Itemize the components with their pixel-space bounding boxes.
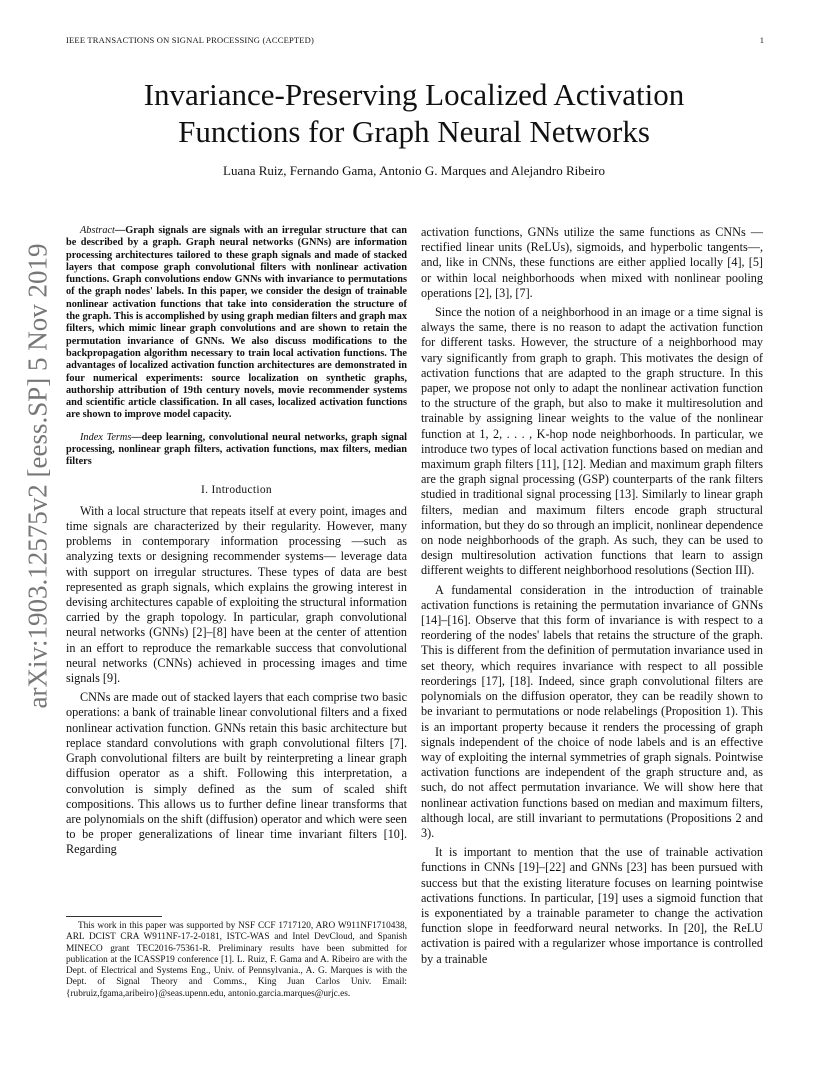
left-column bbox=[66, 225, 407, 862]
index-terms-text: —deep learning, convolutional neural networks, graph signal processing, nonlinear graph filters, activation functions, max filters, median filters bbox=[66, 431, 408, 468]
running-header: IEEE TRANSACTIONS ON SIGNAL PROCESSING (ACCEPTED) bbox=[66, 35, 315, 45]
right-paragraph-4: It is important to mention that the use of trainable activation functions in CNNs [19]–[22] and GNNs [23] has been pursued with success but that the existing literature focuses on learning pointwise activations functions. In particular, [19] uses a sigmoid function that is exponentiated by a trainable parameter to change the activation function slope in feedforward neural networks. In [20], the ReLU activation is paired with a regularizer whose importance is controlled by a trainable bbox=[421, 845, 763, 966]
index-terms bbox=[66, 432, 407, 469]
abstract-text: —Graph signals are signals with an irregular structure that can be described by a graph. Graph neural networks (GNNs) are information processing architectures tailored to these graph signals and made of stacked layers that compose graph convolutional filters with nonlinear activation functions. Graph convolutions endow GNNs with invariance to permutations of the graph nodes' labels. In this paper, we consider the design of trainable nonlinear activation functions that take into consideration the structure of the graph. This is accomplished by using graph median filters and graph max filters, which mimic linear graph convolutions and are shown to retain the permutation invariance of GNNs. We also discuss modifications to the backpropagation algorithm necessary to train local activation functions. The advantages of localized activation function architectures are demonstrated in four numerical experiments: source localization on synthetic graphs, authorship attribution of 19th century novels, movie recommender systems and scientific article classification. In all cases, localized activation functions are shown to improve model capacity. bbox=[66, 225, 407, 421]
intro-paragraph-2: CNNs are made out of stacked layers that each comprise two basic operations: a bank of trainable linear convolutional filters and a fixed nonlinear activation function. GNNs retain this basic architecture but replace standard convolutions with graph convolutional filters [7]. Graph convolutional filters are built by reinterpreting a linear graph diffusion operator as a shift. Following this interpretation, a convolution is simply defined as the sum of scaled shift compositions. This allows us to further define linear transforms that are polynomials on the shift (diffusion) operator and which were seen to be proper generalizations of linear time invariant filters [10]. Regarding bbox=[66, 690, 407, 857]
abstract bbox=[66, 225, 407, 422]
footnote-divider bbox=[66, 916, 162, 917]
arxiv-identifier: arXiv:1903.12575v2 [eess.SP] 5 Nov 2019 bbox=[22, 243, 53, 709]
page-number: 1 bbox=[759, 35, 764, 45]
right-column bbox=[421, 225, 763, 971]
right-paragraph-1: activation functions, GNNs utilize the same functions as CNNs —rectified linear units (ReLUs), sigmoids, and hyperbolic tangents—, and, like in CNNs, these functions are either applied locally [4], [5] or within local neighborhoods when mixed with nonlinear pooling operations [2], [3], [7]. bbox=[421, 225, 763, 300]
paper-title: Invariance-Preserving Localized Activation Functions for Graph Neural Networks bbox=[143, 77, 685, 149]
right-paragraph-3: A fundamental consideration in the introduction of trainable activation functions is retaining the permutation invariance of GNNs [14]–[16]. Observe that this form of invariance is with respect to a reordering of the nodes' labels that retains the structure of the graph. This is different from the definition of permutation invariance used in set theory, which requires invariance with respect to all possible reorderings [17], [18]. Indeed, since graph convolutional filters are polynomials on the diffusion operator, they can be readily shown to be invariant to permutations or node relabelings (Proposition 1). This is an important property because it renders the processing of graph signals independent of the choice of node labels and is an effective way of exploiting the internal symmetries of graph signals. Pointwise activation functions are independent of the graph structure and, as such, do not affect permutation invariance. We will show here that nonlinear activation functions based on median and maximum filters, although local, are still invariant to permutations (Propositions 2 and 3). bbox=[421, 582, 763, 840]
abstract-lead: Abstract bbox=[80, 225, 115, 236]
section-heading-introduction: I. Introduction bbox=[201, 483, 272, 496]
intro-paragraph-1: With a local structure that repeats itself at every point, images and time signals are characterized by their regularity. However, many problems in contemporary information processing —such as analyzing texts or designing recommender systems— leverage data with support on irregular structures. These types of data are best represented as graph signals, which explains the growing interest in devising architectures capable of exploiting the structural information carried by the graph topology. In particular, graph convolutional neural networks (GNNs) [2]–[8] have been at the center of attention in an effort to reproduce the remarkable success that convolutional neural networks (CNNs) achieved in processing images and time signals [9]. bbox=[66, 503, 407, 686]
right-paragraph-2: Since the notion of a neighborhood in an image or a time signal is always the same, there is no reason to adapt the activation function for different tasks. However, the structure of a neighborhood may vary significantly from graph to graph. This motivates the design of activation functions that are adapted to the graph structure. In this paper, we propose not only to adapt the nonlinear activation function to the structure of the graph, but also to make it multiresolution and trainable by assigning linear weights to the value of the nonlinear function at 1, 2, . . . , K-hop node neighborhoods. In particular, we introduce two types of local activation functions based on median and maximum graph filters [11], [12]. Median and maximum graph filters are the graph signal processing (GSP) counterparts of the rank filters studied in traditional signal processing [13]. Similarly to linear graph filters, median and maximum filters encode graph structural information, but they do so through an implicit, nonlinear dependence on node neighborhoods of the graph. As such, they can be used to design multiresolution activation functions that learn to assign different weights to different neighborhood resolutions (Section III). bbox=[421, 305, 763, 578]
author-list: Luana Ruiz, Fernando Gama, Antonio G. Marques and Alejandro Ribeiro bbox=[223, 163, 605, 178]
footnote: This work in this paper was supported by NSF CCF 1717120, ARO W911NF1710438, ARL DCIST CRA W911NF-17-2-0181, ISTC-WAS and Intel DevCloud, and Spanish MINECO grant TEC2016-75361-R. Preliminary results have been submitted for publication at the ICASSP19 conference [1]. L. Ruiz, F. Gama and A. Ribeiro are with the Dept. of Electrical and Systems Eng., Univ. of Pennsylvania., A. G. Marques is with the Dept. of Signal Theory and Comms., King Juan Carlos Univ. Email: {rubruiz,fgama,aribeiro}@seas.upenn.edu, antonio.garcia.marques@urjc.es. bbox=[66, 921, 407, 999]
index-terms-lead: Index Terms bbox=[80, 431, 132, 443]
